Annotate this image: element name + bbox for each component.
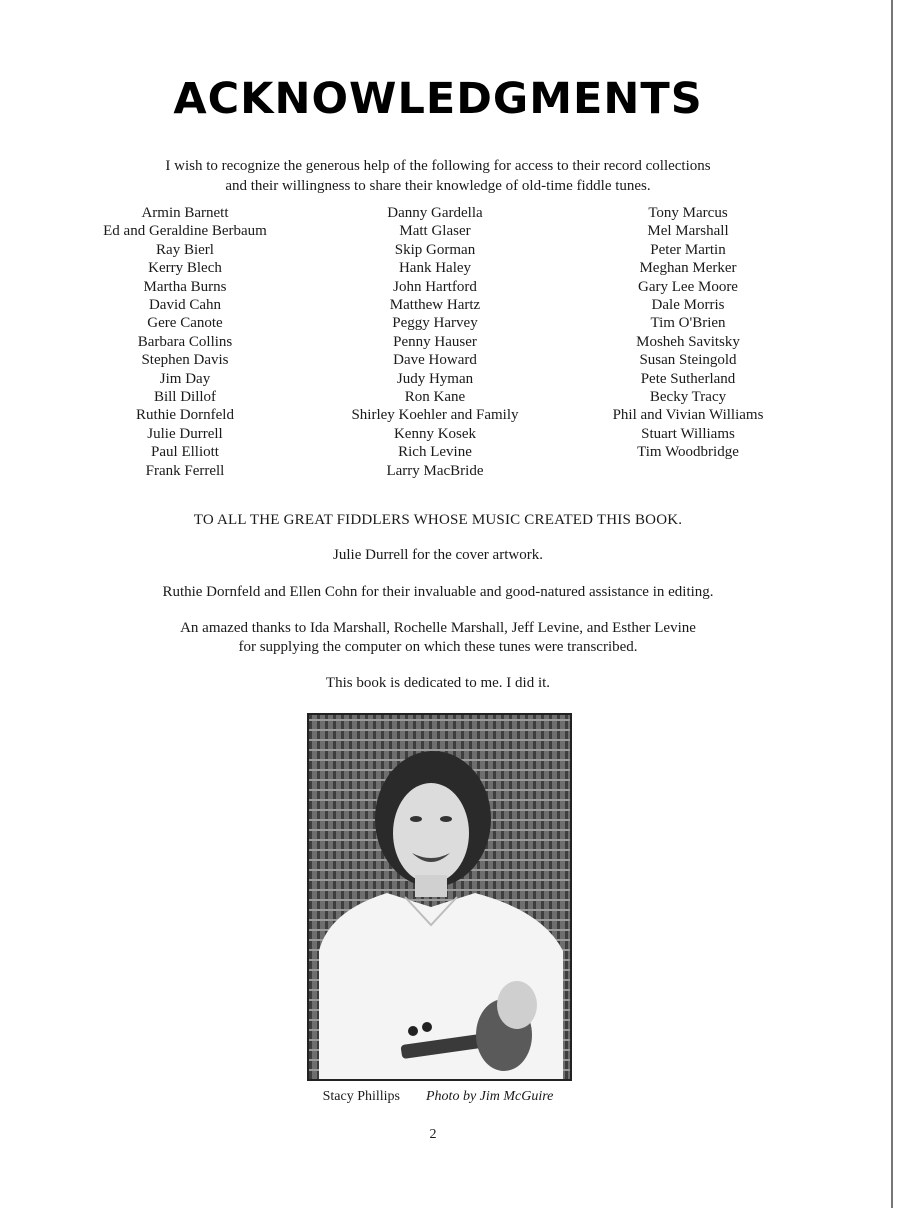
name-entry: Julie Durrell	[147, 425, 223, 442]
photo-caption	[0, 1089, 876, 1105]
name-entry: Tim O'Brien	[650, 315, 726, 332]
name-entry: Stephen Davis	[141, 352, 229, 369]
name-entry: Tim Woodbridge	[637, 444, 739, 461]
author-photo	[307, 713, 572, 1081]
name-entry: Stuart Williams	[641, 425, 735, 442]
name-entry: David Cahn	[148, 297, 222, 314]
name-entry: Jim Day	[159, 370, 211, 387]
name-entry: Penny Hauser	[393, 333, 477, 350]
name-entry: Larry MacBride	[386, 462, 484, 479]
name-entry: Kenny Kosek	[393, 425, 477, 442]
name-entry: Rich Levine	[398, 444, 472, 461]
page-title: ACKNOWLEDGMENTS	[173, 74, 703, 124]
name-entry: Gary Lee Moore	[638, 278, 738, 295]
name-entry: Matthew Hartz	[389, 297, 481, 314]
intro-line: and their willingness to share their knowledge of old-time fiddle tunes.	[225, 178, 651, 194]
name-entry: Frank Ferrell	[145, 462, 225, 479]
cover-artwork-credit: Julie Durrell for the cover artwork.	[333, 547, 543, 563]
name-entry: Shirley Koehler and Family	[351, 407, 519, 424]
author-photo-image	[309, 715, 570, 1079]
page-number: 2	[429, 1127, 437, 1142]
name-entry: Hank Haley	[398, 260, 472, 277]
photo-credit: Photo by Jim McGuire	[426, 1089, 554, 1104]
name-entry: Mel Marshall	[647, 223, 729, 240]
name-entry: Bill Dillof	[153, 389, 217, 406]
name-entry: Peggy Harvey	[392, 315, 478, 332]
name-entry: Judy Hyman	[396, 370, 474, 387]
name-entry: Pete Sutherland	[640, 370, 736, 387]
name-entry: Matt Glaser	[399, 223, 471, 240]
thanks-line: for supplying the computer on which these tunes were transcribed.	[238, 639, 638, 655]
thanks-line: An amazed thanks to Ida Marshall, Rochelle Marshall, Jeff Levine, and Esther Levine	[180, 620, 696, 636]
name-entry: Armin Barnett	[141, 205, 229, 221]
fiddlers-dedication-line: TO ALL THE GREAT FIDDLERS WHOSE MUSIC CREATED THIS BOOK.	[193, 512, 683, 528]
name-entry: Ruthie Dornfeld	[136, 407, 234, 424]
name-entry: Phil and Vivian Williams	[612, 407, 764, 424]
caption-name: Stacy Phillips	[322, 1089, 400, 1104]
name-entry: Meghan Merker	[639, 260, 737, 277]
name-entry: John Hartford	[393, 278, 477, 295]
name-entry: Susan Steingold	[639, 352, 737, 369]
name-entry: Peter Martin	[650, 241, 726, 258]
name-entry: Barbara Collins	[137, 333, 233, 350]
name-entry: Tony Marcus	[648, 205, 728, 221]
intro-paragraph	[0, 156, 876, 196]
name-entry: Ed and Geraldine Berbaum	[103, 223, 267, 240]
name-entry: Danny Gardella	[387, 205, 483, 221]
name-entry: Mosheh Savitsky	[636, 333, 740, 350]
name-entry: Gere Canote	[147, 315, 223, 332]
name-entry: Ron Kane	[404, 389, 466, 406]
book-dedication: This book is dedicated to me. I did it.	[325, 675, 551, 691]
names-column-1	[80, 204, 290, 480]
name-entry: Paul Elliott	[151, 444, 219, 461]
name-entry: Dale Morris	[651, 297, 725, 314]
editing-credit: Ruthie Dornfeld and Ellen Cohn for their invaluable and good-natured assistance in editing.	[162, 584, 714, 600]
names-column-3	[583, 204, 793, 462]
intro-line: I wish to recognize the generous help of the following for access to their record collections	[165, 158, 711, 174]
name-entry: Martha Burns	[143, 278, 227, 295]
names-column-2	[330, 204, 540, 480]
name-entry: Becky Tracy	[649, 389, 727, 406]
name-entry: Skip Gorman	[394, 241, 476, 258]
name-entry: Ray Bierl	[156, 241, 214, 258]
name-entry: Kerry Blech	[148, 260, 222, 277]
computer-thanks	[0, 619, 876, 657]
name-entry: Dave Howard	[393, 352, 477, 369]
